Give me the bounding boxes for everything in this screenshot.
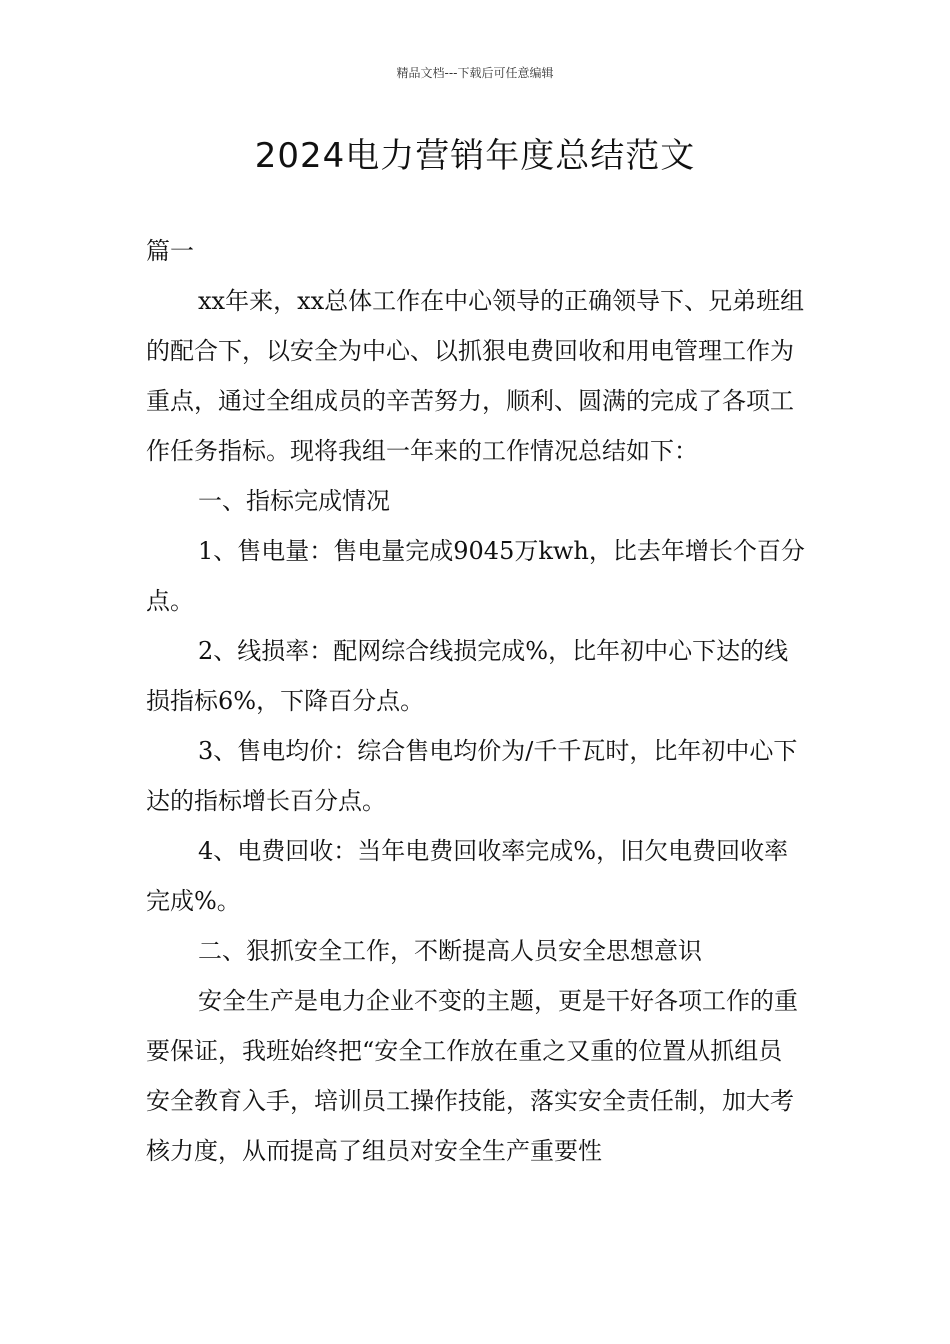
indicator-fee-recovery: 4、电费回收：当年电费回收率完成%，旧欠电费回收率完成%。: [146, 837, 789, 915]
section-heading-indicators: 一、指标完成情况: [198, 487, 390, 515]
indicator-sales-volume: 1、售电量：售电量完成9045万kwh，比去年增长个百分点。: [146, 537, 805, 615]
indicator-average-price: 3、售电均价：综合售电均价为/千千瓦时，比年初中心下达的指标增长百分点。: [146, 737, 798, 815]
intro-paragraph: xx年来，xx总体工作在中心领导的正确领导下、兄弟班组的配合下，以安全为中心、以抓狠电费回收和用电管理工作为重点，通过全组成员的辛苦努力，顺利、圆满的完成了各项工作任务指标。现将我组一年来的工作情况总结如下：: [146, 287, 805, 465]
indicator-line-loss: 2、线损率：配网综合线损完成%，比年初中心下达的线损指标6%，下降百分点。: [146, 637, 789, 715]
page-header-note: 精品文档---下载后可任意编辑: [396, 66, 554, 80]
document-title: 2024电力营销年度总结范文: [254, 136, 696, 176]
section-label: 篇一: [146, 237, 194, 265]
safety-paragraph: 安全生产是电力企业不变的主题，更是干好各项工作的重要保证，我班始终把“安全工作放在重之又重的位置从抓组员安全教育入手，培训员工操作技能，落实安全责任制，加大考核力度，从而提高了组员对安全生产重要性: [146, 987, 798, 1165]
document-body: [146, 226, 806, 1176]
section-heading-safety: 二、狠抓安全工作，不断提高人员安全思想意识: [198, 937, 702, 965]
